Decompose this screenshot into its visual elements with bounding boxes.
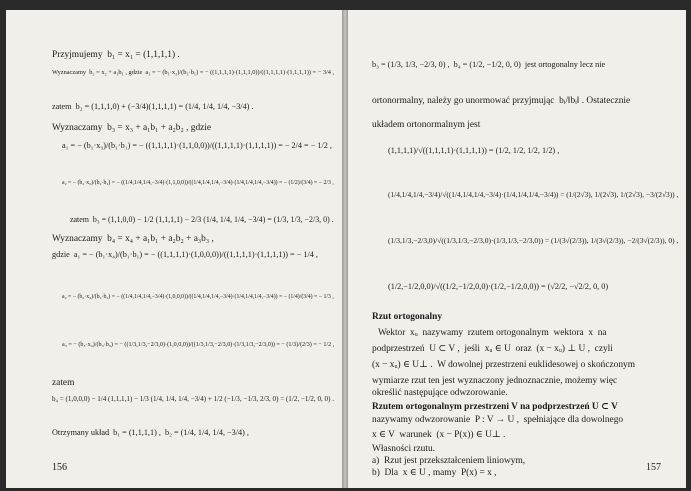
- equation-line: b₃ = (1/3, 1/3, −2/3, 0) , b₄ = (1/2, −1/2, 0, 0) jest ortogonalny lecz nie: [372, 60, 606, 69]
- text-line: ortonormalny, należy go unormować przyjmując bᵢ/‖bᵢ‖ . Ostatecznie: [372, 96, 631, 106]
- page-number: 157: [646, 462, 661, 473]
- equation-line: a₃ = − (b₃·x₄)/(b₃·b₃) = − ((1/3,1/3,−2/3,0)·(1,0,0,0))/((1/3,1/3,−2/3,0)·(1/3,1/3,−2/3,0)) = − (1/3)/(2/3) = − 1/2 ,: [62, 342, 335, 348]
- text-line: Wektor xᵤ nazywamy rzutem ortogonalnym wektora x na: [378, 328, 607, 338]
- equation-line: zatem b₂ = (1,1,1,0) + (−3/4)(1,1,1,1) = (1/4, 1/4, 1/4, −3/4) .: [52, 102, 254, 111]
- equation-line: a₁ = − (b₁·x₃)/(b₁·b₁) = − ((1,1,1,1)·(1,1,0,0))/((1,1,1,1)·(1,1,1,1)) = − 2/4 = − 1/2 ,: [62, 141, 332, 150]
- equation-line: (1/3,1/3,−2/3,0)/√((1/3,1/3,−2/3,0)·(1/3,1/3,−2/3,0)) = (1/(3√(2/3)), 1/(3√(2/3)), −2/(3√(2/3)), 0) ,: [388, 236, 679, 245]
- page-number: 156: [52, 462, 67, 473]
- text-line: Wyznaczamy b₃ = x₃ + a₁b₁ + a₂b₂ , gdzie: [52, 123, 212, 133]
- equation-line: (1,1,1,1)/√((1,1,1,1)·(1,1,1,1)) = (1/2, 1/2, 1/2, 1/2) ,: [388, 146, 560, 155]
- equation-line: (1/4,1/4,1/4,−3/4)/√((1/4,1/4,1/4,−3/4)·(1/4,1/4,1/4,−3/4)) = (1/(2√3), 1/(2√3), 1/(2√3), −3/(2√3)) ,: [388, 190, 679, 199]
- list-item: b) Dla x ∈ U , mamy P(x) = x ,: [372, 468, 497, 478]
- text-line: wymiarze rzut ten jest wyznaczony jednoznacznie, możemy więc: [372, 376, 618, 386]
- equation-line: Wyznaczamy b₂ = x₂ + a₁b₁ , gdzie a₁ = − (b₁·x₂)/(b₁·b₁) = − ((1,1,1,1)·(1,1,1,0))/((1,1,1,1)·(1,1,1,1)) = − 3/4 ,: [52, 69, 335, 76]
- equation-line: zatem b₃ = (1,1,0,0) − 1/2 (1,1,1,1) − 2/3 (1/4, 1/4, 1/4, −3/4) = (1/3, 1/3, −2/3, 0) .: [70, 215, 334, 224]
- text-line: określić następujące odwzorowanie.: [372, 388, 508, 398]
- equation-line: a₂ = − (b₂·x₄)/(b₂·b₂) = − ((1/4,1/4,1/4,−3/4)·(1,0,0,0))/((1/4,1/4,1/4,−3/4)·(1/4,1/4,1/4,−3/4)) = − (1/4)/(3/4) = − 1/3 ,: [62, 294, 334, 300]
- equation-line: b₄ = (1,0,0,0) − 1/4 (1,1,1,1) − 1/3 (1/4, 1/4, 1/4, −3/4) + 1/2 (−1/3, −1/3, 2/3, 0) = (1/2, −1/2, 0, 0) .: [52, 395, 334, 403]
- left-page: [6, 10, 342, 488]
- definition-title: Rzutem ortogonalnym przestrzeni V na podprzestrzeń U ⊂ V: [372, 402, 618, 412]
- list-item: a) Rzut jest przekształceniem liniowym,: [372, 456, 526, 466]
- text-line: Własności rzutu.: [372, 444, 436, 454]
- text-line: układem ortonormalnym jest: [372, 120, 481, 130]
- text-line: Przyjmujemy b₁ = x₁ = (1,1,1,1) .: [52, 50, 180, 60]
- equation-line: Otrzymany układ b₁ = (1,1,1,1) , b₂ = (1/4, 1/4, 1/4, −3/4) ,: [52, 428, 249, 437]
- text-line: x ∈ V warunek (x − P(x)) ∈ U⊥ .: [372, 430, 506, 440]
- section-heading: Rzut ortogonalny: [372, 312, 443, 322]
- text-line: zatem: [52, 378, 75, 388]
- equation-line: a₂ = − (b₂·x₃)/(b₂·b₂) = − ((1/4,1/4,1/4,−3/4)·(1,1,0,0))/((1/4,1/4,1/4,−3/4)·(1/4,1/4,1/4,−3/4)) = − (1/2)/(3/4) = − 2/3 ,: [62, 180, 334, 186]
- text-line: (x − xᵤ) ∈ U⊥ . W dowolnej przestrzeni euklidesowej o skończonym: [372, 360, 636, 370]
- text-line: podprzestrzeń U ⊂ V , jeśli xᵤ ∈ U oraz (x − xᵤ) ⊥ U , czyli: [372, 344, 613, 354]
- text-line: Wyznaczamy b₄ = x₄ + a₁b₁ + a₂b₂ + a₃b₃ ,: [52, 234, 214, 244]
- equation-line: (1/2,−1/2,0,0)/√((1/2,−1/2,0,0)·(1/2,−1/2,0,0)) = (√2/2, −√2/2, 0, 0): [388, 282, 609, 291]
- text-line: nazywamy odwzorowanie P : V → U , spełniające dla dowolnego: [372, 415, 624, 425]
- equation-line: gdzie a₁ = − (b₁·x₄)/(b₁·b₁) = − ((1,1,1,1)·(1,0,0,0))/((1,1,1,1)·(1,1,1,1)) = − 1/4 ,: [52, 250, 318, 259]
- right-page: [348, 10, 686, 488]
